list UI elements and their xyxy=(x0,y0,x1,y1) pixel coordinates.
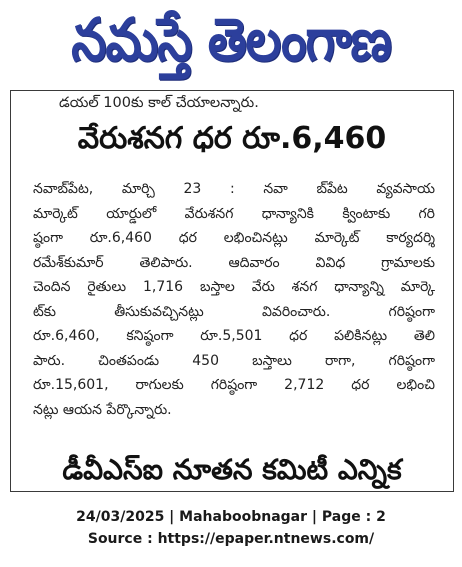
article-line: చెందిన రైతులు 1,716 బస్తాల వేరు శనగ ధాన్యాన్ని మార్కె xyxy=(33,279,435,295)
article-line: ష్ఠంగా రూ.6,460 ధర లభించినట్లు మార్కెట్ కార్యదర్శి xyxy=(33,230,435,246)
previous-article-fragment: డయల్ 100కు కాల్ చేయాలన్నారు. xyxy=(59,95,259,111)
article-line: నవాబ్‌పేట, మార్చి 23 : నవా బ్‌పేట వ్యవసాయ xyxy=(33,181,435,197)
article-line: ట్‌కు తీసుకువచ్చినట్లు వివరించారు. గరిష్ఠంగా xyxy=(33,303,435,320)
article-line: మార్కెట్ యార్డులో వేరుశనగ ధాన్యానికి క్వింటాకు గరి xyxy=(33,205,435,222)
article-line: నట్లు ఆయన పేర్కొన్నారు. xyxy=(33,401,172,418)
article-headline: వేరుశనగ ధర రూ.6,460 xyxy=(77,121,387,156)
newspaper-logo: నమస్తే తెలంగాణ xyxy=(71,5,391,75)
article-line: రూ.6,460, కనిష్ఠంగా రూ.5,501 ధర పలికినట్లు తెలి xyxy=(33,328,435,344)
source-link[interactable]: Source : https://epaper.ntnews.com/ xyxy=(87,531,375,547)
article-clipping xyxy=(10,90,454,492)
article-line: రూ.15,601, రాగులకు గరిష్ఠంగా 2,712 ధర లభించి xyxy=(33,377,435,393)
article-body xyxy=(33,177,435,422)
next-article-headline: డీవీఎస్‌ఐ నూతన కమిటీ ఎన్నిక xyxy=(62,453,402,486)
article-line: రమేశ్‌కుమార్ తెలిపారు. ఆదివారం వివిధ గ్రామాలకు xyxy=(33,254,435,271)
footer xyxy=(0,506,462,550)
article-line: పారు. చింతపండు 450 బస్తాలు రాగా, గరిష్ఠంగా xyxy=(33,352,435,369)
edition-info: 24/03/2025 | Mahaboobnagar | Page : 2 xyxy=(76,509,386,525)
masthead xyxy=(0,0,462,80)
